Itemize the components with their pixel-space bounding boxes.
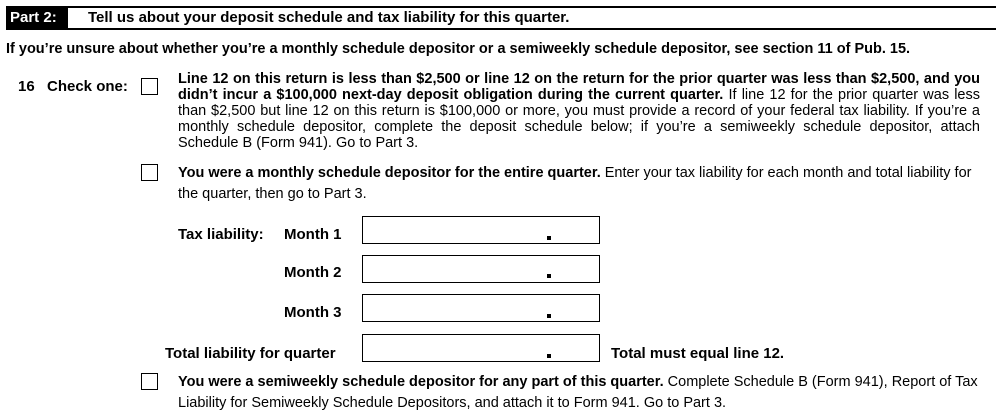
intro-text: If you’re unsure about whether you’re a monthly schedule depositor or a semiweekly schedule depositor, see section 11 of Pub. 15. <box>6 41 911 57</box>
month1-input[interactable] <box>362 216 600 244</box>
month2-decimal-marker <box>547 274 551 278</box>
option1-checkbox[interactable] <box>141 78 158 95</box>
option1-text <box>178 71 980 151</box>
part-tag: Part 2: <box>6 8 68 28</box>
month1-label: Month 1 <box>284 226 342 243</box>
month3-decimal-marker <box>547 314 551 318</box>
month3-label: Month 3 <box>284 304 342 321</box>
part-header <box>6 6 996 30</box>
month2-input[interactable] <box>362 255 600 283</box>
option2-checkbox[interactable] <box>141 164 158 181</box>
option3-bold: You were a semiweekly schedule depositor for any part of this quarter. <box>178 374 664 390</box>
month2-label: Month 2 <box>284 264 342 281</box>
option2-bold: You were a monthly schedule depositor for the entire quarter. <box>178 165 601 181</box>
option3-body: Complete Schedule B (Form 941), Report of Tax Liability for Semiweekly Schedule Depositors, and attach it to Form 941. Go to Part 3. <box>178 374 978 411</box>
total-note: Total must equal line 12. <box>611 345 785 362</box>
total-liability-label: Total liability for quarter <box>165 345 336 362</box>
month1-decimal-marker <box>547 236 551 240</box>
option1-body: If line 12 for the prior quarter was less than $2,500 but line 12 on this return is $100,000 or more, you must provide a record of your federal tax liability. If you’re a monthly schedule depositor, complete the deposit schedule below; if you’re a semiweekly schedule depositor, attach Schedule B (Form 941). Go to Part 3. <box>178 87 980 151</box>
total-decimal-marker <box>547 354 551 358</box>
check-one-label: Check one: <box>47 78 128 95</box>
line-number: 16 <box>18 78 35 95</box>
option1-bold: Line 12 on this return is less than $2,500 or line 12 on the return for the prior quarter was less than $2,500, and you didn’t incur a $100,000 next-day deposit obligation during the current quarter. <box>178 71 980 103</box>
option3-checkbox[interactable] <box>141 373 158 390</box>
month3-input[interactable] <box>362 294 600 322</box>
part-title: Tell us about your deposit schedule and tax liability for this quarter. <box>88 9 570 26</box>
total-liability-input[interactable] <box>362 334 600 362</box>
option2-body: Enter your tax liability for each month and total liability for the quarter, then go to Part 3. <box>178 165 972 202</box>
tax-liability-label: Tax liability: <box>178 226 264 243</box>
option3-text <box>178 372 984 414</box>
option2-text <box>178 163 984 205</box>
